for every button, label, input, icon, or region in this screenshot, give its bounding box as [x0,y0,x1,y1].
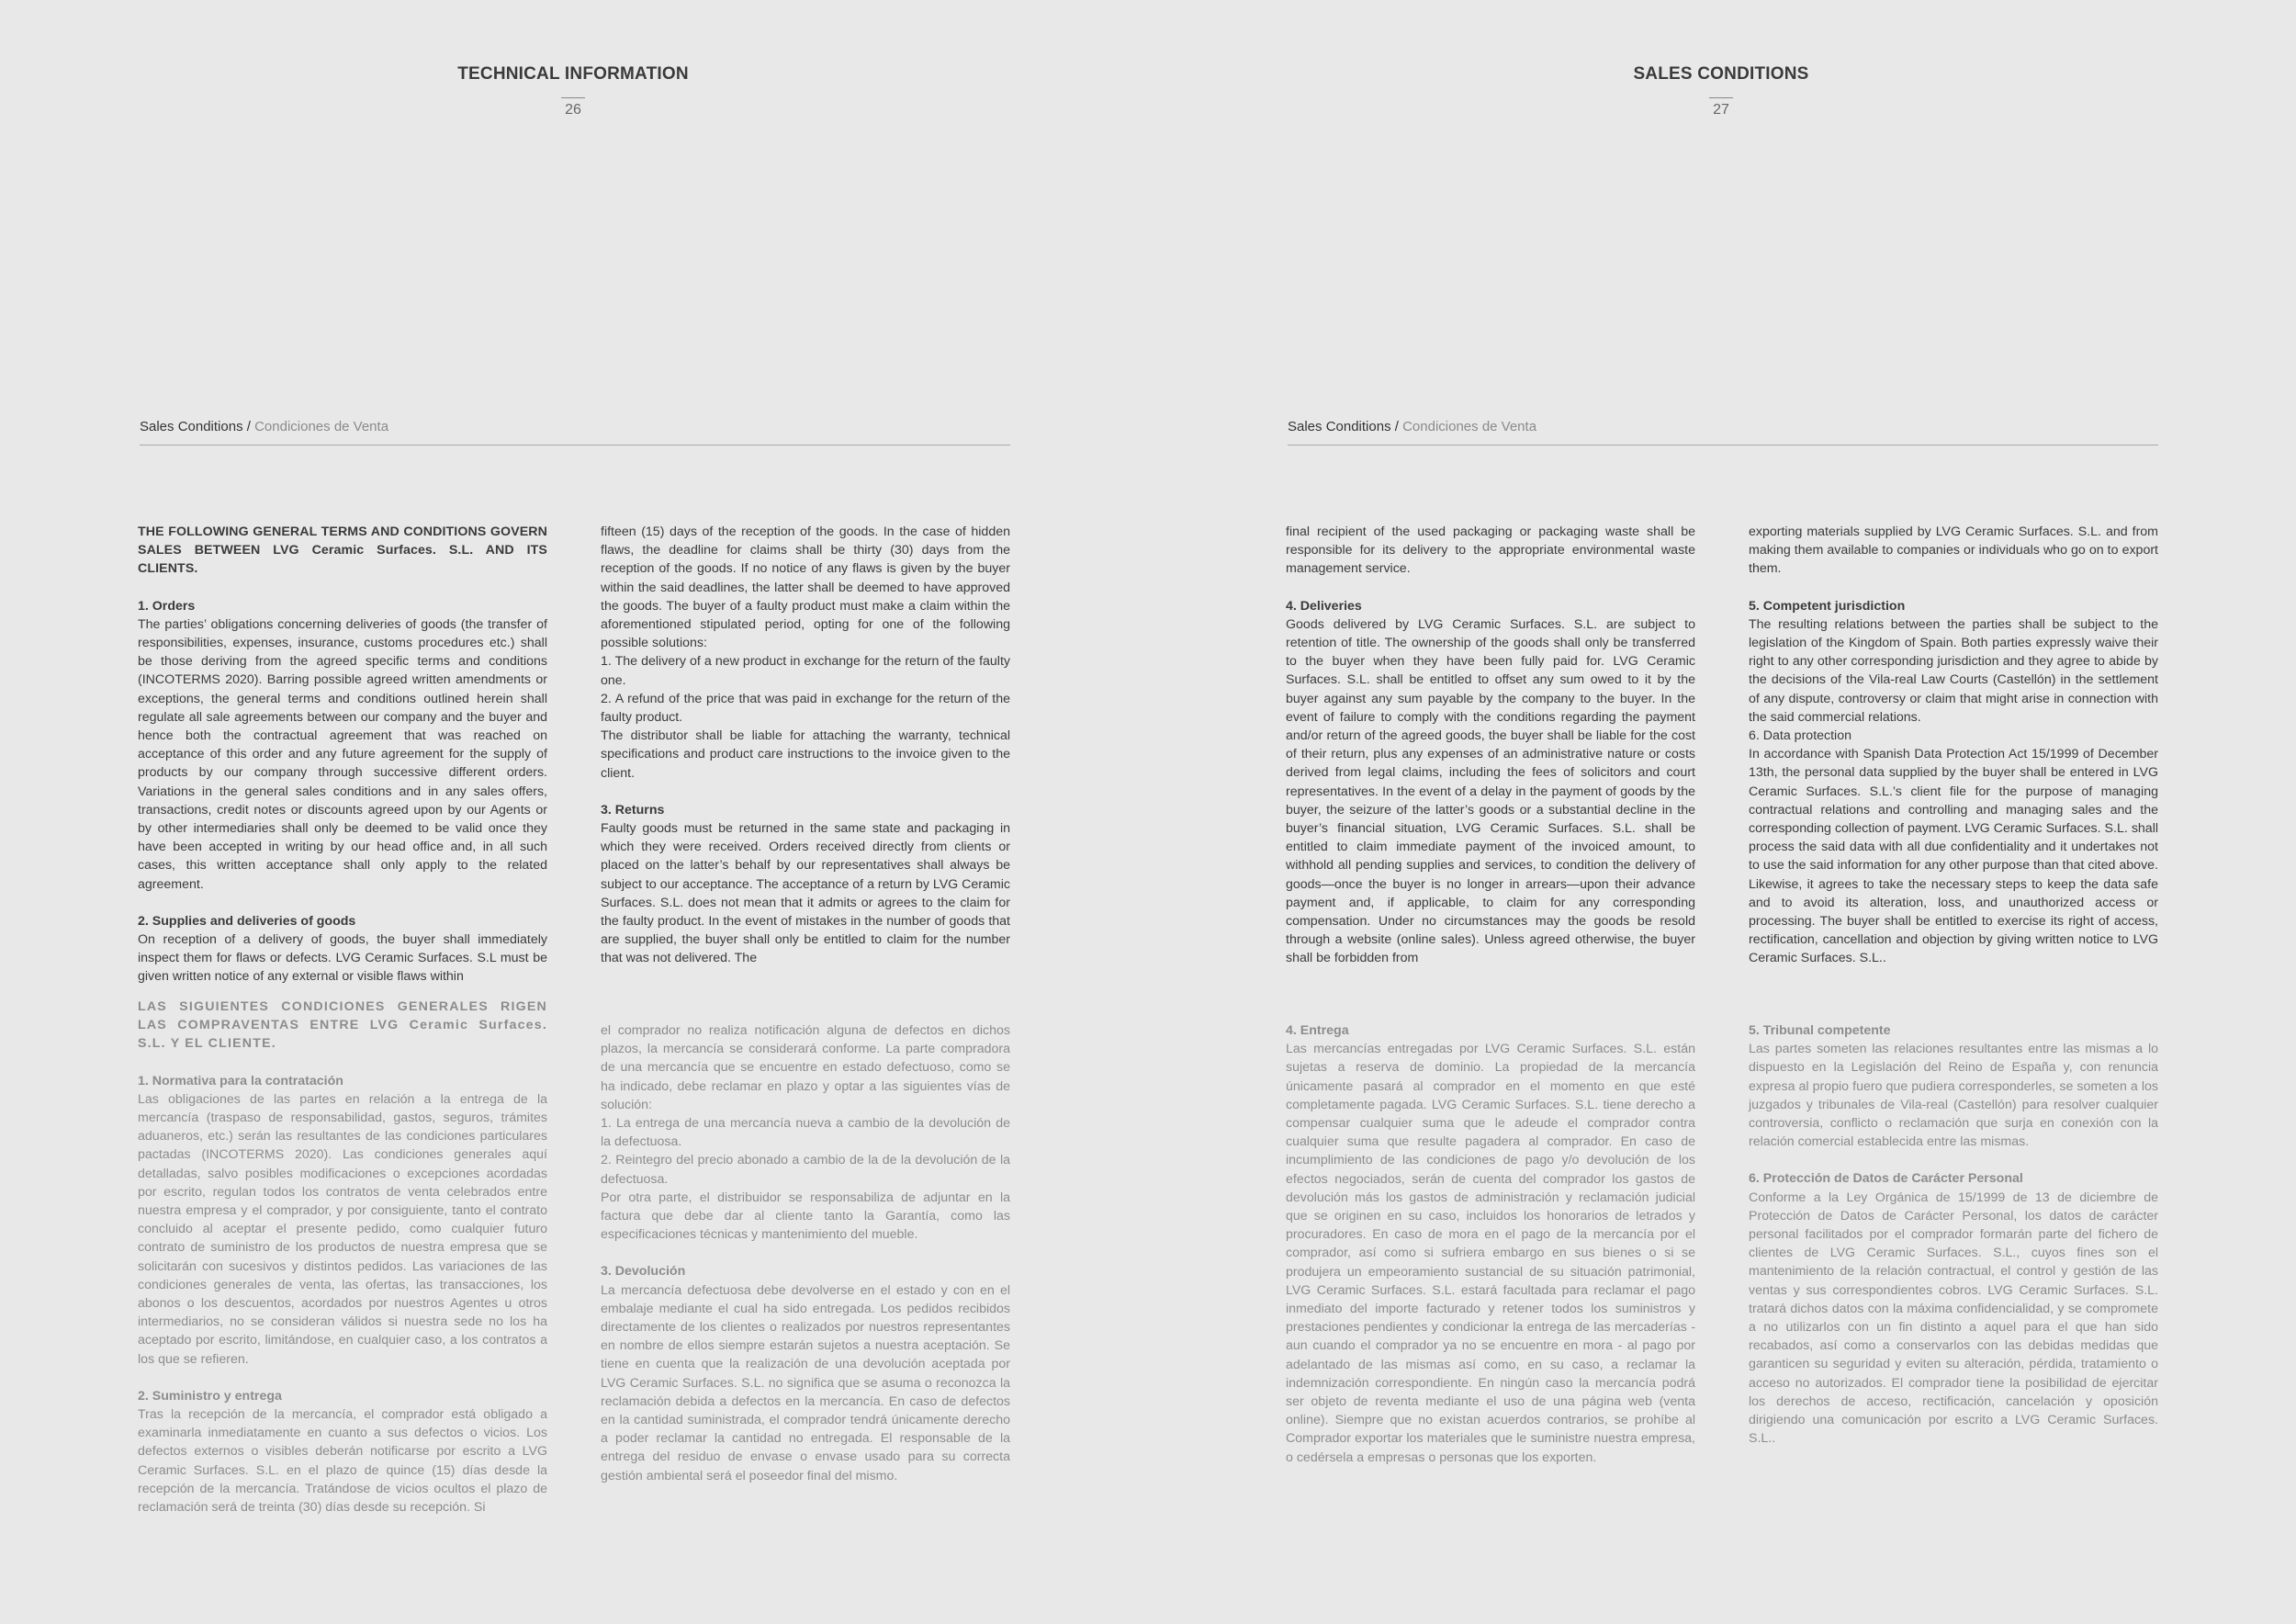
section-text: Las partes someten las relaciones resultantes entre las mismas a lo dispuesto en la Legislación del Reino de España y, con renuncia expresa al propio fuero que pudiera corresponderles, se someten a los juzgados y tribunales de Vila-real (Castellón) para resolver cualquier controversia, conflicto o reclamación que surja en conexión con la relación comercial establecida entre las mismas. [1749,1042,2158,1150]
header-divider [561,97,585,98]
section-heading: 5. Competent jurisdiction [1749,598,1906,614]
section-text: La mercancía defectuosa debe devolverse en el estado y con en el embalaje mediante el cual ha sido entregada. Los pedidos recibidos directamente de los clientes o realizados por nuestros representantes en nombre de ellos siempre estarán sujetos a nuestra aceptación. Se tiene en cuenta que la realización de una devolución aceptada por LVG Ceramic Surfaces. S.L. no significa que se asuma o reconozca la reclamación debida a defectos en la mercancía. En caso de defectos en la cantidad suministrada, el comprador tendrá únicamente derecho a poder reclamar la cantidad no entregada. El responsable de la entrega del residuo de envase o envase usado para su correcta gestión ambiental será el poseedor final del mismo. [601,1282,1010,1483]
breadcrumb-separator: / [242,419,255,434]
section-text: Faulty goods must be returned in the same state and packaging in which they were received. Orders received directly from clients or placed on the latter’s behalf by our representatives shall always be subject to our acceptance. The acceptance of a return by LVG Ceramic Surfaces. S.L. does not mean that it admits or agrees to the claim for the faulty product. In the event of mistakes in the number of goods that are supplied, the buyer shall only be entitled to claim for the number that was not delivered. The [601,821,1010,966]
terms-lead-es: LAS SIGUIENTES CONDICIONES GENERALES RIGEN LAS COMPRAVENTAS ENTRE LVG Ceramic Surfaces. S.L. Y EL CLIENTE. [138,999,547,1052]
section-text: The parties’ obligations concerning deliveries of goods (the transfer of responsibilities, expenses, insurance, customs procedures etc.) shall be those deriving from the agreed specific terms and conditions (INCOTERMS 2020). Barring possible agreed written amendments or exceptions, the general terms and conditions outlined herein shall regulate all sale agreements between our company and the buyer and hence both the contractual agreement that was reached on acceptance of this order and any future agreement for the supply of products by our company through successive different orders. Variations in the general sales conditions and in any sales offers, transactions, credit notes or discounts agreed upon by our Agents or by other intermediaries shall only be deemed to be valid once they have been accepted in writing by our head office and, in all such cases, this written acceptance shall only apply to the related agreement. [138,616,547,892]
breadcrumb [140,419,388,434]
spanish-column-2 [601,1021,1010,1485]
section-subheading: 6. Data protection [1749,728,1851,744]
english-column-2 [601,523,1010,968]
paragraph: fifteen (15) days of the reception of the goods. In the case of hidden flaws, the deadline for claims shall be thirty (30) days from the reception of the goods. If no notice of any flaws is given by the buyer within the said deadlines, the latter shall be deemed to have approved the goods. The buyer of a faulty product must make a claim within the aforementioned stipulated period, opting for one of the following possible solutions: [601,524,1010,651]
spanish-column-1 [138,998,547,1517]
section-heading: 4. Deliveries [1286,598,1362,614]
section-heading: 2. Suministro y entrega [138,1388,282,1404]
spanish-column-2 [1749,1021,2158,1448]
section-heading: 2. Supplies and deliveries of goods [138,913,356,929]
page-number: 26 [565,102,581,118]
section-heading: 1. Orders [138,598,196,614]
paragraph: 2. A refund of the price that was paid in exchange for the return of the faulty product. [601,691,1010,726]
section-heading: 6. Protección de Datos de Carácter Personal [1749,1171,2023,1187]
section-text: Tras la recepción de la mercancía, el comprador está obligado a examinarla inmediatamente en cuanto a sus defectos o vicios. Los defectos externos o visibles deberán notificarse por escrito a LVG Ceramic Surfaces. S.L. en el plazo de quince (15) días desde la recepción de la mercancía. Tratándose de vicios ocultos el plazo de reclamación será de treinta (30) días desde su recepción. Si [138,1407,547,1516]
paragraph: 1. La entrega de una mercancía nueva a cambio de la devolución de la defectuosa. [601,1116,1010,1150]
page-number: 27 [1713,102,1729,118]
paragraph: final recipient of the used packaging or packaging waste shall be responsible for its delivery to the appropriate environmental waste management service. [1286,524,1695,577]
breadcrumb-en: Sales Conditions [1288,419,1391,434]
section-heading: 3. Returns [601,802,665,818]
breadcrumb-es: Condiciones de Venta [254,419,389,434]
breadcrumb-separator: / [1390,419,1403,434]
section-heading: 1. Normativa para la contratación [138,1073,343,1088]
english-column-1 [1286,523,1695,968]
page-title: SALES CONDITIONS [1633,64,1809,84]
section-text: On reception of a delivery of goods, the buyer shall immediately inspect them for flaws or defects. LVG Ceramic Surfaces. S.L must be given written notice of any external or visible flaws within [138,932,547,985]
section-text: The resulting relations between the parties shall be subject to the legislation of the Kingdom of Spain. Both parties expressly waive their right to any other corresponding jurisdiction and they agree to abide by the decisions of the Vila-real Law Courts (Castellón) in the settlement of any dispute, controversy or claim that might arise in connection with the said commercial relations. [1749,616,2158,725]
section-text: Conforme a la Ley Orgánica de 15/1999 de 13 de diciembre de Protección de Datos de Carácter Personal, los datos de carácter personal facilitados por el comprador formarán parte del fichero de clientes de LVG Ceramic Surfaces. S.L., cuyos fines son el mantenimiento de la relación contractual, el control y gestión de las ventas y sus correspondientes cobros. LVG Ceramic Surfaces. S.L. tratará dichos datos con la máxima confidencialidad, y se compromete a no utilizarlos con un fin distinto a aquel para el que han sido recabados, así como a conservarlos con las debidas medidas que garanticen su seguridad y eviten su alteración, pérdida, tratamiento o acceso no autorizados. El comprador tiene la posibilidad de ejercitar los derechos de acceso, rectificación, cancelación y oposición dirigiendo una comunicación por escrito a LVG Ceramic Surfaces. S.L.. [1749,1190,2158,1447]
paragraph: el comprador no realiza notificación alguna de defectos en dichos plazos, la mercancía se considerará conforme. La parte compradora de una mercancía que se encuentre en estado defectuoso, como se ha indicado, debe reclamar en plazo y optar a las siguientes vías de solución: [601,1023,1010,1112]
english-column-2 [1749,523,2158,968]
spanish-column-1 [1286,1021,1695,1467]
page-header [1537,64,1905,118]
english-column-1 [138,523,547,987]
section-text: Las mercancías entregadas por LVG Ceramic Surfaces. S.L. están sujetas a reserva de dominio. La propiedad de la mercancía únicamente pasará al comprador en el momento en que esté completamente pagada. LVG Ceramic Surfaces. S.L. tiene derecho a compensar cualquier suma que le adeude el comprador contra cualquier suma que resulte pagadera al comprador. En caso de incumplimiento de las condiciones de pago y/o devolución de los efectos negociados, serán de cuenta del comprador los gastos de devolución más los gastos de administración y reclamación judicial que se originen en su caso, incluidos los honorarios de letrados y procuradores. En caso de mora en el pago de la mercancía por el comprador, así como si sufriera embargo en sus bienes o si se produjera un empeoramiento sustancial de su situación patrimonial, LVG Ceramic Surfaces. S.L. estará facultada para reclamar el pago inmediato del importe facturado y retener todos los suministros y prestaciones pendientes y condicionar la entrega de las mercaderías - aun cuando el comprador ya no se encuentre en mora - al pago por adelantado de las mismas así como, en su caso, a reclamar la indemnización correspondiente. En ningún caso la mercancía podrá ser objeto de reventa mediante el uso de una página web (venta online). Siempre que no existan acuerdos contrarios, se prohíbe al Comprador exportar los materiales que le suministre nuestra empresa, o cedérsela a empresas o personas que los exporten. [1286,1042,1695,1465]
section-text: Goods delivered by LVG Ceramic Surfaces. S.L. are subject to retention of title. The ownership of the goods shall only be transferred to the buyer when they have been fully paid for. LVG Ceramic Surfaces. S.L. shall be entitled to offset any sum owed to it by the buyer against any sum payable by the company to the buyer. In the event of failure to comply with the conditions regarding the payment and/or return of the agreed goods, the buyer shall be liable for the cost of their return, plus any expenses of an administrative nature or costs derived from legal claims, including the fees of solicitors and court representatives. In the event of a delay in the payment of goods by the buyer, the seizure of the latter’s goods or a substantial decline in the buyer’s financial situation, LVG Ceramic Surfaces. S.L. shall be entitled to claim immediate payment of the invoiced amount, to withhold all pending supplies and services, to condition the delivery of goods—once the buyer is no longer in arrears—upon their advance payment and, if applicable, to claim for any corresponding compensation. Under no circumstances may the goods be resold through a website (online sales). Unless agreed otherwise, the buyer shall be forbidden from [1286,616,1695,966]
terms-lead-en: THE FOLLOWING GENERAL TERMS AND CONDITIONS GOVERN SALES BETWEEN LVG Ceramic Surfaces. S.L. AND ITS CLIENTS. [138,524,547,577]
page-title: TECHNICAL INFORMATION [457,64,689,84]
paragraph: The distributor shall be liable for attaching the warranty, technical specifications and product care instructions to the invoice given to the client. [601,728,1010,781]
paragraph: 2. Reintegro del precio abonado a cambio de la de la devolución de la defectuosa. [601,1153,1010,1187]
paragraph: exporting materials supplied by LVG Ceramic Surfaces. S.L. and from making them available to companies or individuals who go on to export them. [1749,524,2158,577]
breadcrumb [1288,419,1536,434]
breadcrumb-es: Condiciones de Venta [1402,419,1537,434]
section-text: Las obligaciones de las partes en relación a la entrega de la mercancía (traspaso de responsabilidad, gastos, seguros, trámites aduaneros, etc.) serán las resultantes de las condiciones particulares pactadas (INCOTERMS 2020). Las condiciones generales aquí detalladas, salvo posibles modificaciones o excepciones acordadas por escrito, regulan todos los contratos de venta celebrados entre nuestra empresa y el comprador, y por consiguiente, tanto el contrato concluido al aceptar el presente pedido, como cualquier futuro contrato de suministro de los productos de nuestra empresa que se solicitarán con sucesivos y distintos pedidos. Las variaciones de las condiciones generales de venta, las ofertas, las transacciones, los abonos o los descuentos, acordados por nuestros Agentes u otros intermediarios, no se consideran válidos si nuestra sede no los ha aceptado por escrito, limitándose, en cualquier caso, a los contratos a los que se refieren. [138,1091,547,1367]
paragraph: Por otra parte, el distribuidor se responsabiliza de adjuntar en la factura que debe dar al cliente tanto la Garantía, como las especificaciones técnicas y mantenimiento del mueble. [601,1190,1010,1243]
section-heading: 3. Devolución [601,1264,686,1280]
section-text: In accordance with Spanish Data Protection Act 15/1999 of December 13th, the personal data supplied by the buyer shall be entered in LVG Ceramic Surfaces. S.L.’s client file for the purpose of managing contractual relations and controlling and managing sales and the corresponding collection of payment. LVG Ceramic Surfaces. S.L. shall process the said data with all due confidentiality and it undertakes not to use the said information for any other purpose than that cited above. Likewise, it agrees to take the necessary steps to keep the data safe and to avoid its alteration, loss, and unauthorized access or processing. The buyer shall be entitled to exercise its right of access, rectification, cancellation and objection by giving written notice to LVG Ceramic Surfaces. S.L.. [1749,747,2158,966]
paragraph: 1. The delivery of a new product in exchange for the return of the faulty one. [601,654,1010,688]
right-page [1148,0,2296,1624]
header-divider [1709,97,1733,98]
breadcrumb-en: Sales Conditions [140,419,243,434]
page-header [389,64,757,118]
section-heading: 5. Tribunal competente [1749,1023,1891,1038]
section-heading: 4. Entrega [1286,1023,1349,1038]
